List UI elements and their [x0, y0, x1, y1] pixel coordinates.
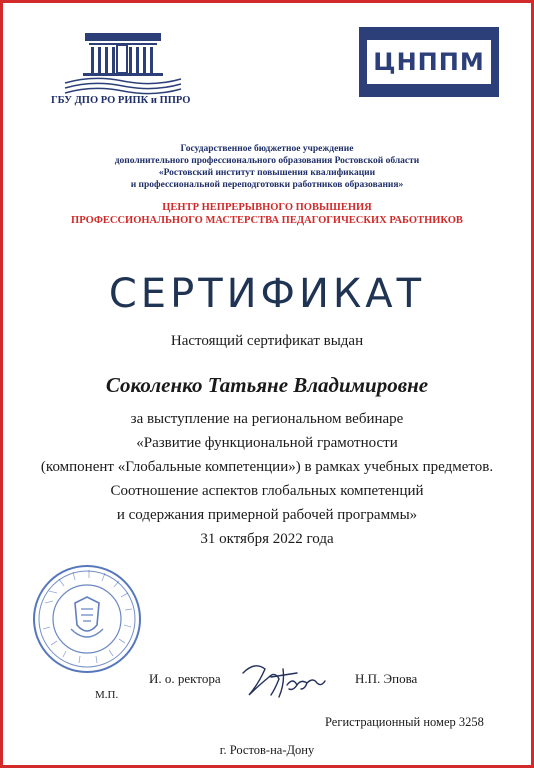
recipient-name: Соколенко Татьяне Владимировне [105, 373, 429, 397]
stamp-place-label: М.П. [95, 689, 119, 701]
institution-line: и профессиональной переподготовки работников образования» [130, 180, 404, 190]
center-line: ЦЕНТР НЕПРЕРЫВНОГО ПОВЫШЕНИЯ [162, 202, 372, 213]
rector-title: И. о. ректора [149, 671, 221, 686]
handwritten-signature [235, 655, 331, 703]
institution-line: дополнительного профессионального образования Ростовской области [114, 156, 420, 166]
institution-name [3, 143, 531, 191]
official-seal-stamp [31, 563, 143, 675]
certificate-body [3, 407, 531, 551]
institution-line: Государственное бюджетное учреждение [180, 144, 354, 154]
city-label: г. Ростов-на-Дону [219, 743, 315, 757]
institution-line: «Ростовский институт повышения квалификации [158, 168, 376, 178]
cnppm-logo-text: ЦНППМ [367, 40, 491, 84]
center-line: ПРОФЕССИОНАЛЬНОГО МАСТЕРСТВА ПЕДАГОГИЧЕСКИХ РАБОТНИКОВ [71, 215, 463, 226]
body-date: 31 октября 2022 года [200, 531, 334, 547]
institute-building-logo [63, 25, 183, 95]
signatory-name: Н.П. Эпова [355, 671, 418, 686]
center-name [3, 201, 531, 227]
body-line: Соотношение аспектов глобальных компетенций [110, 483, 424, 499]
cnppm-logo [359, 27, 499, 97]
registration-number: Регистрационный номер 3258 [325, 715, 484, 729]
certificate-title: СЕРТИФИКАТ [108, 271, 426, 317]
body-line: за выступление на региональном вебинаре [130, 411, 404, 427]
body-line: «Развитие функциональной грамотности [136, 435, 398, 451]
org-short-name: ГБУ ДПО РО РИПК и ППРО [51, 95, 191, 106]
issued-to-label: Настоящий сертификат выдан [170, 333, 364, 349]
body-line: и содержания примерной рабочей программы» [116, 507, 418, 523]
body-line: (компонент «Глобальные компетенции») в рамках учебных предметов. [40, 459, 494, 475]
